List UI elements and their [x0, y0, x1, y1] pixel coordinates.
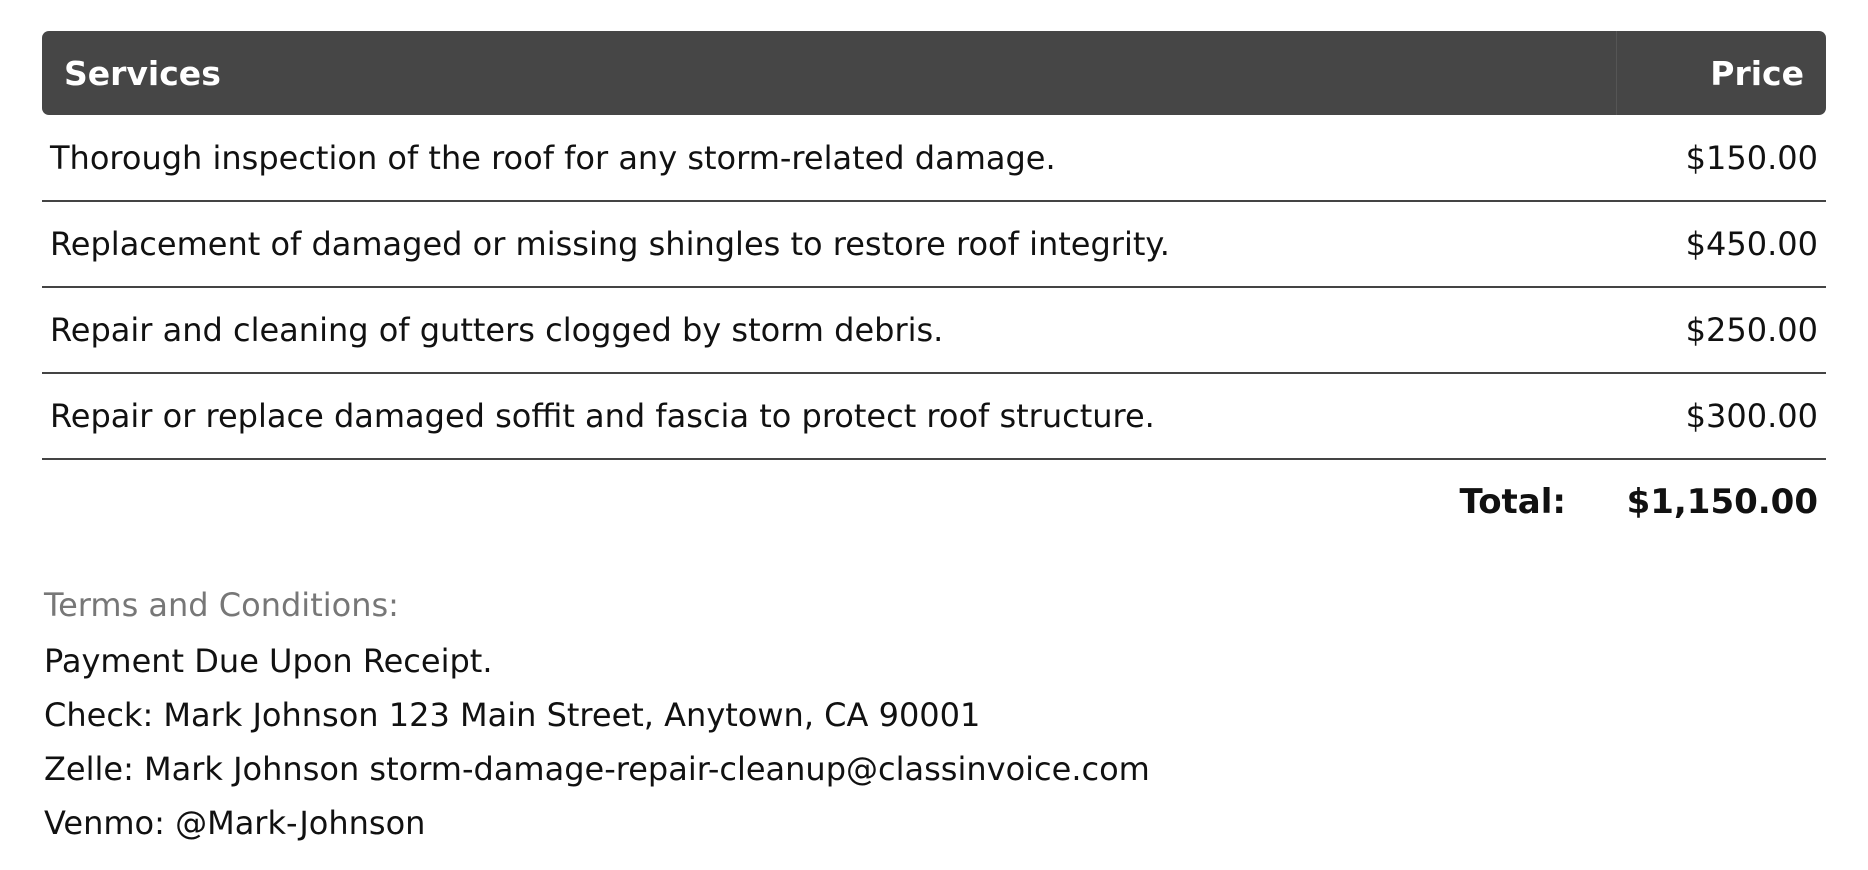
- service-price: $300.00: [1616, 373, 1826, 459]
- service-description: Thorough inspection of the roof for any storm-related damage.: [42, 115, 1616, 201]
- invoice-services-section: [42, 31, 1826, 546]
- terms-line-zelle: Zelle: Mark Johnson storm-damage-repair-cleanup@classinvoice.com: [44, 750, 1150, 788]
- services-table: [42, 31, 1826, 460]
- service-description: Replacement of damaged or missing shingles to restore roof integrity.: [42, 201, 1616, 287]
- total-row: [42, 460, 1826, 546]
- service-price: $450.00: [1616, 201, 1826, 287]
- terms-line-check: Check: Mark Johnson 123 Main Street, Anytown, CA 90001: [44, 696, 981, 734]
- services-column-header: Services: [42, 31, 1616, 115]
- service-description: Repair or replace damaged soffit and fascia to protect roof structure.: [42, 373, 1616, 459]
- terms-title: Terms and Conditions:: [44, 586, 399, 624]
- table-row: [42, 115, 1826, 201]
- service-price: $150.00: [1616, 115, 1826, 201]
- table-header-row: [42, 31, 1826, 115]
- terms-line-payment-due: Payment Due Upon Receipt.: [44, 642, 493, 680]
- price-column-header: Price: [1616, 31, 1826, 115]
- total-label: Total:: [1459, 482, 1566, 522]
- table-row: [42, 201, 1826, 287]
- total-value: $1,150.00: [1626, 482, 1818, 522]
- table-row: [42, 287, 1826, 373]
- table-row: [42, 373, 1826, 459]
- service-price: $250.00: [1616, 287, 1826, 373]
- terms-and-conditions: [44, 580, 1744, 850]
- terms-line-venmo: Venmo: @Mark-Johnson: [44, 804, 426, 842]
- service-description: Repair and cleaning of gutters clogged by storm debris.: [42, 287, 1616, 373]
